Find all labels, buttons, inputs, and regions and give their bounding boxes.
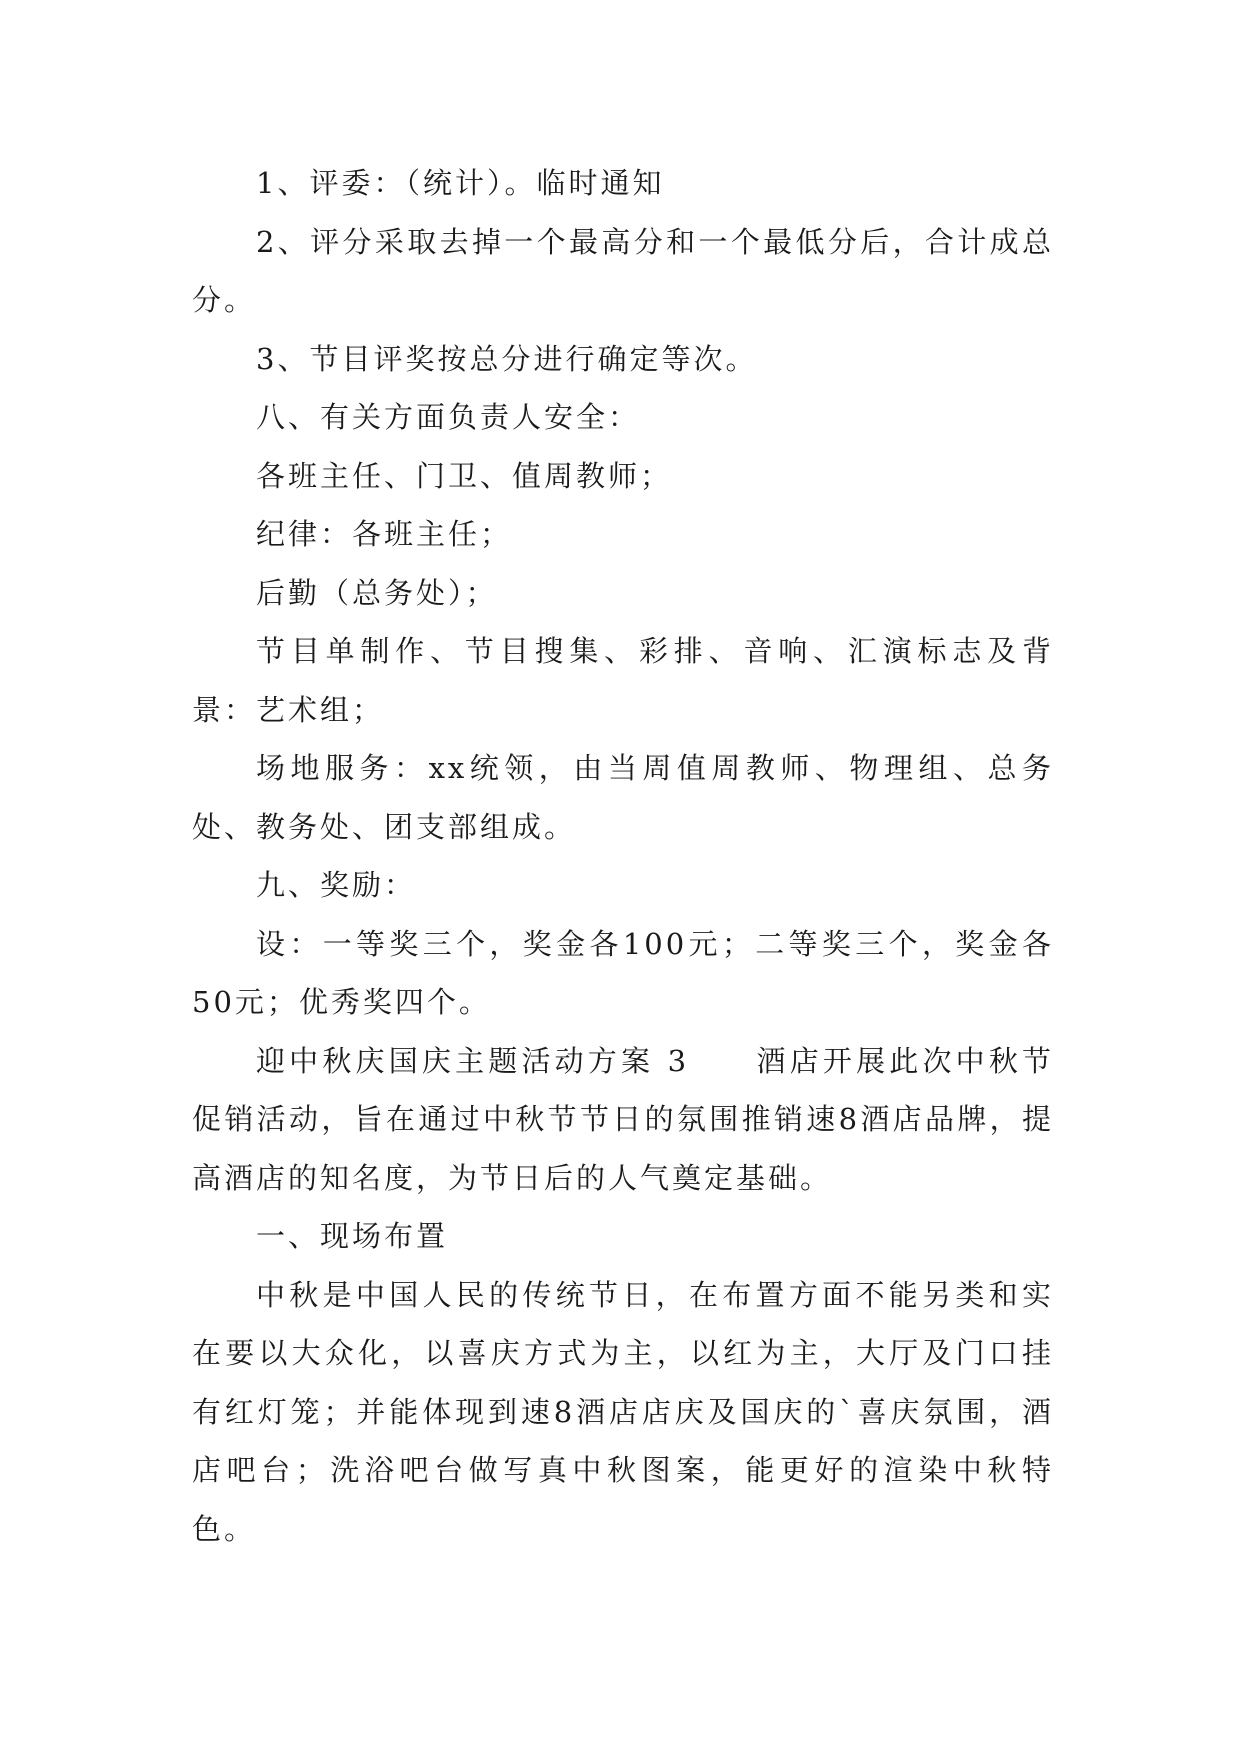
- paragraph-logistics: 后勤（总务处）；: [256, 575, 498, 610]
- document-body: [192, 154, 1054, 1558]
- paragraph-decoration: 中秋是中国人民的传统节日，在布置方面不能另类和实在要以大众化，以喜庆方式为主，以红为主，大厅及门口挂有红灯笼；并能体现到速8酒店店庆及国庆的`喜庆氛围，酒店吧台；洗浴吧台做写真中秋图案，能更好的渲染中秋特色。: [192, 1277, 1054, 1546]
- paragraph-plan-3-intro: 迎中秋庆国庆主题活动方案 3 酒店开展此次中秋节促销活动，旨在通过中秋节节日的氛围推销速8酒店品牌，提高酒店的知名度，为节日后的人气奠定基础。: [192, 1043, 1054, 1195]
- paragraph-discipline: 纪律：各班主任；: [256, 517, 513, 551]
- paragraph-prizes: 设：一等奖三个，奖金各100元；二等奖三个，奖金各50元；优秀奖四个。: [192, 926, 1054, 1019]
- paragraph-award-ranking: 3、节目评奖按总分进行确定等次。: [256, 341, 758, 376]
- paragraph-scoring-method: 2、评分采取去掉一个最高分和一个最低分后，合计成总分。: [192, 224, 1054, 317]
- paragraph-venue-service: 场地服务：xx统领，由当周值周教师、物理组、总务处、教务处、团支部组成。: [192, 751, 1054, 844]
- paragraph-safety: 各班主任、门卫、值周教师；: [256, 458, 673, 493]
- paragraph-judges: 1、评委：（统计）。临时通知: [256, 166, 665, 200]
- section-heading-responsibility: 八、有关方面负责人安全：: [256, 400, 641, 434]
- section-heading-venue-layout: 一、现场布置: [256, 1219, 449, 1253]
- section-heading-rewards: 九、奖励：: [256, 868, 417, 902]
- paragraph-program-production: 节目单制作、节目搜集、彩排、音响、汇演标志及背景：艺术组；: [192, 634, 1054, 727]
